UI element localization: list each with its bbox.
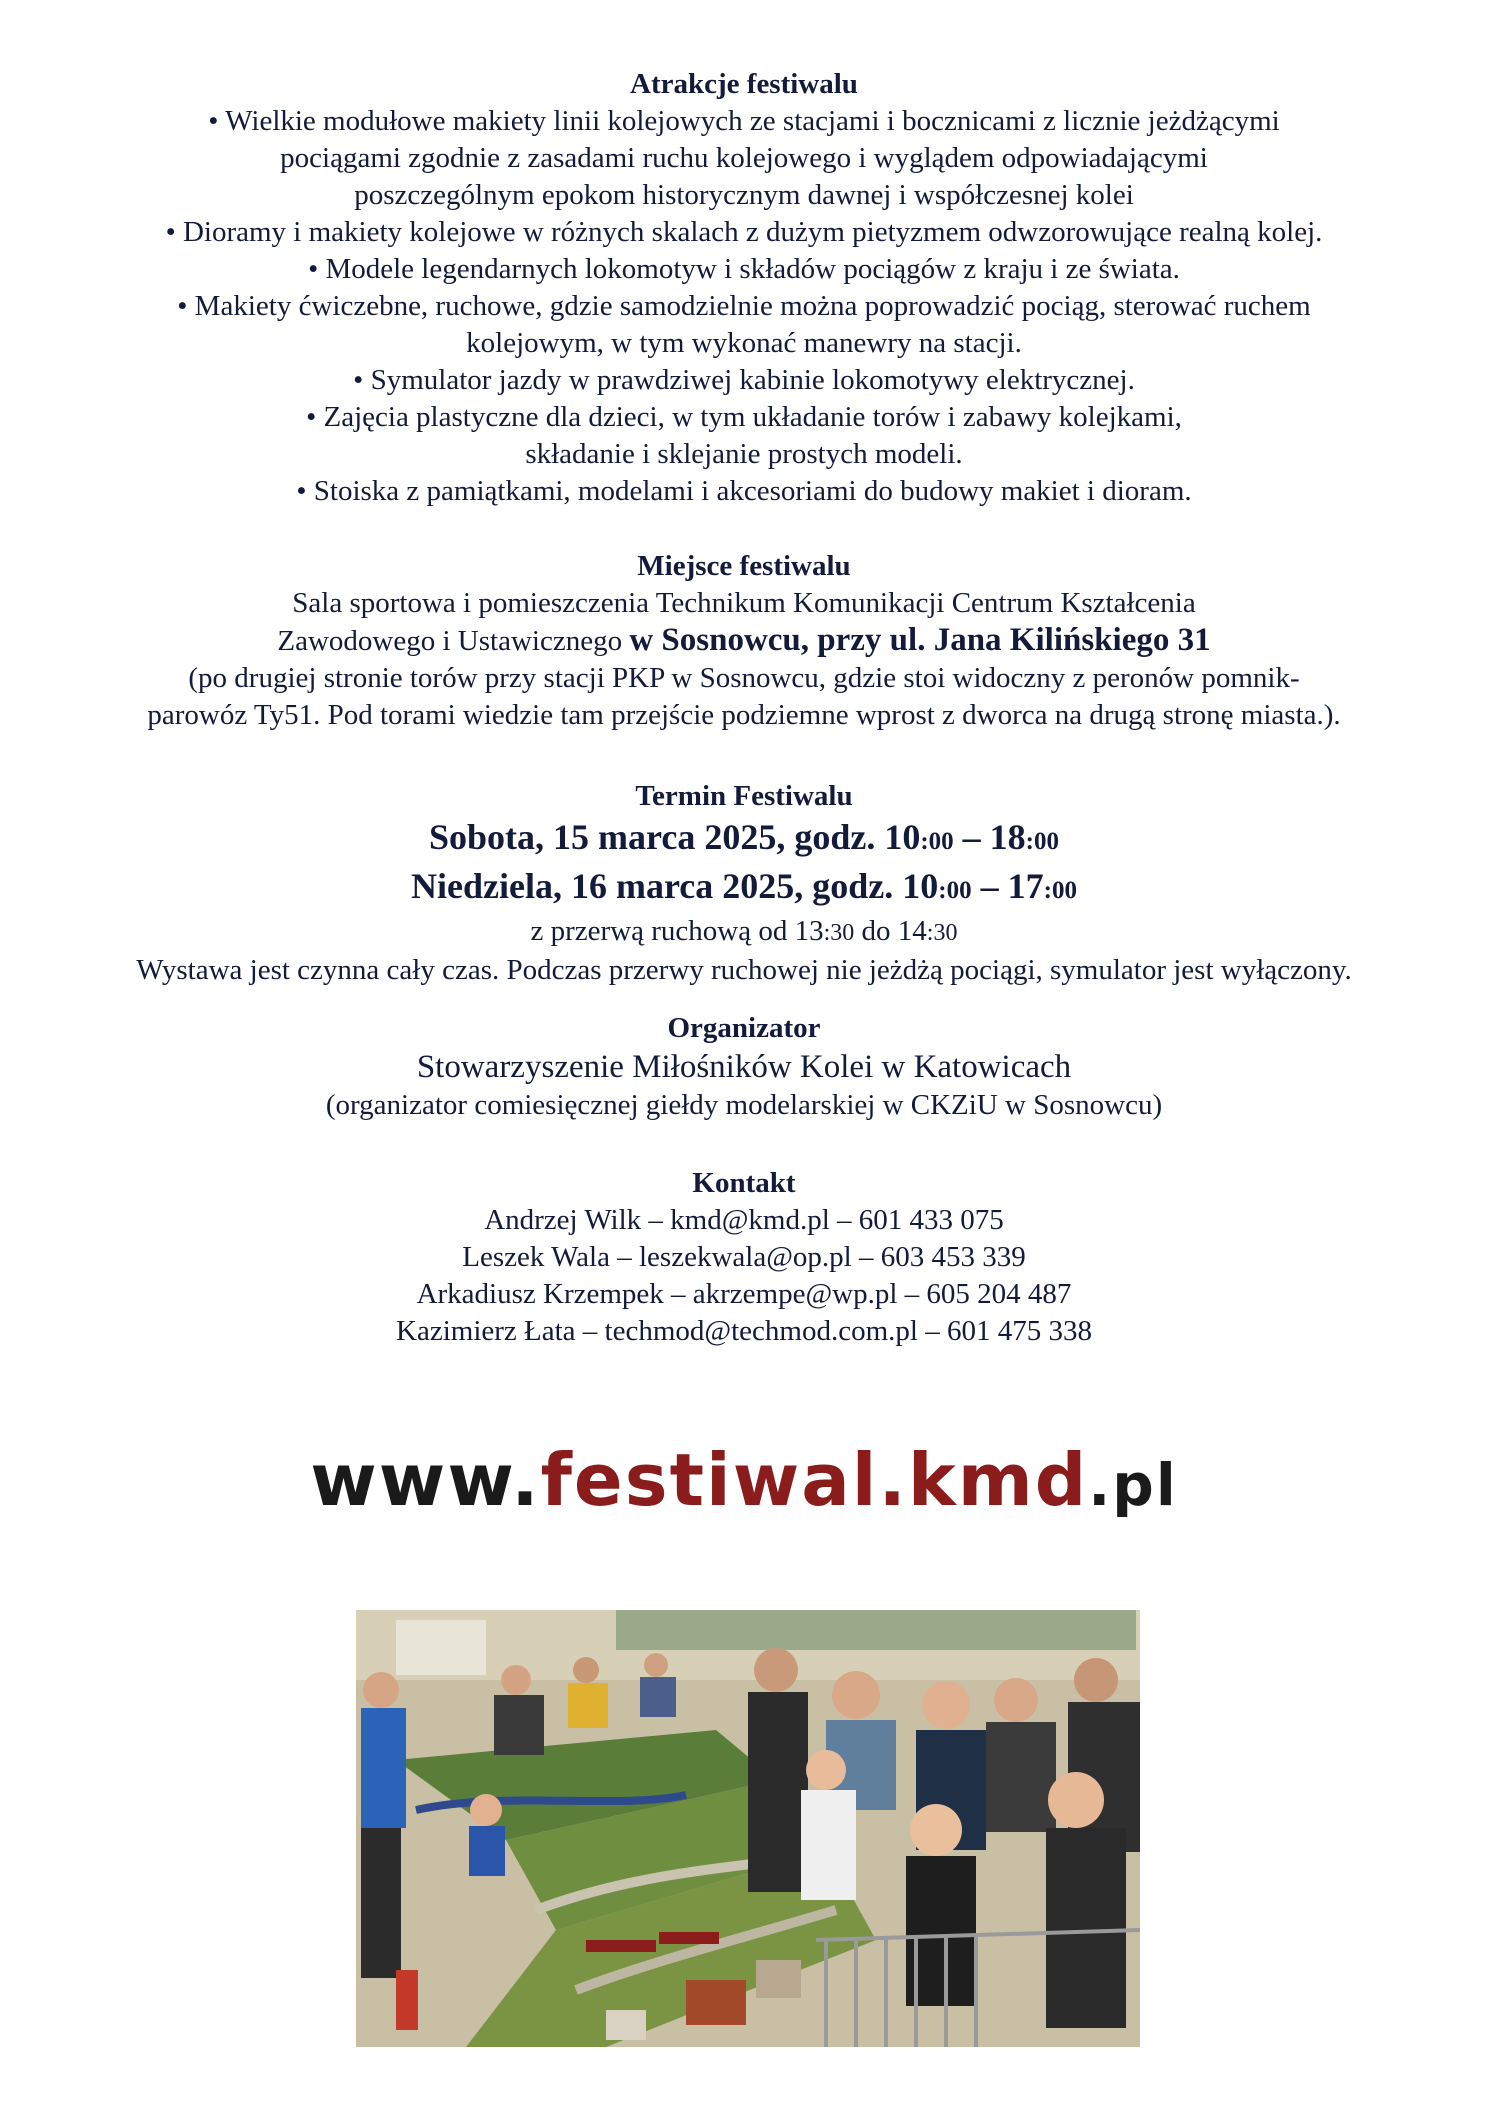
attractions-line: • Dioramy i makiety kolejowe w różnych skalach z dużym pietyzmem odwzorowujące realną kolej. [165,216,1323,248]
attractions-line: • Zajęcia plastyczne dla dzieci, w tym układanie torów i zabawy kolejkami, [306,401,1182,433]
sunday-date [0,864,1488,913]
dates-note: Wystawa jest czynna cały czas. Podczas przerwy ruchowej nie jeżdżą pociągi, symulator jest wyłączony. [136,954,1352,986]
contact-title: Kontakt [692,1167,796,1199]
place-address-line [0,622,1488,660]
saturday-end-min: :00 [1025,828,1059,855]
website-tld: .pl [1088,1451,1178,1519]
dates-title: Termin Festiwalu [635,780,853,812]
place-line: (po drugiej stronie torów przy stacji PKP w Sosnowcu, gdzie stoi widoczny z peronów pomnik- [188,662,1300,694]
saturday-dash: – 18 [953,817,1026,857]
place-address: w Sosnowcu, przy ul. Jana Kilińskiego 31 [629,622,1211,658]
break-prefix: z przerwą ruchową od 13 [530,915,824,947]
sunday-dash: – 17 [971,866,1044,906]
attractions-section [0,66,1488,510]
break-m1: :30 [823,920,855,946]
festival-photo [356,1610,1140,2047]
place-line-plain: Zawodowego i Ustawicznego [277,625,630,657]
contact-person: Arkadiusz Krzempek – akrzempe@wp.pl – 605 204 487 [416,1278,1072,1310]
saturday-date [0,815,1488,864]
organizer-section [0,1010,1488,1124]
attractions-line: • Makiety ćwiczebne, ruchowe, gdzie samodzielnie można poprowadzić pociąg, sterować ruchem [177,290,1311,322]
saturday-prefix: Sobota, 15 marca 2025, godz. 10 [429,817,921,857]
website-url[interactable] [0,1435,1488,1530]
festival-photo-illustration [356,1610,1140,2047]
organizer-note: (organizator comiesięcznej giełdy modelarskiej w CKZiU w Sosnowcu) [325,1089,1163,1121]
sunday-end-min: :00 [1043,877,1077,904]
place-line: Sala sportowa i pomieszczenia Technikum Komunikacji Centrum Kształcenia [292,587,1196,619]
attractions-line: • Symulator jazdy w prawdziwej kabinie lokomotywy elektrycznej. [353,364,1135,396]
contact-person: Andrzej Wilk – kmd@kmd.pl – 601 433 075 [484,1204,1004,1236]
attractions-title: Atrakcje festiwalu [630,68,858,100]
place-title: Miejsce festiwalu [637,550,851,582]
place-line: parowóz Ty51. Pod torami wiedzie tam przejście podziemne wprost z dworca na drugą stronę miasta.). [147,699,1341,731]
organizer-title: Organizator [667,1012,821,1044]
saturday-start-min: :00 [920,828,954,855]
contact-person: Kazimierz Łata – techmod@techmod.com.pl – 601 475 338 [396,1315,1092,1347]
place-section [0,548,1488,734]
dates-section [0,778,1488,989]
website-main: festiwal.kmd [540,1438,1089,1522]
attractions-line: • Modele legendarnych lokomotyw i składów pociągów z kraju i ze świata. [308,253,1180,285]
attractions-line: poszczególnym epokom historycznym dawnej i współczesnej kolei [354,179,1134,211]
attractions-line: składanie i sklejanie prostych modeli. [525,438,963,470]
attractions-line: • Stoiska z pamiątkami, modelami i akcesoriami do budowy makiet i dioram. [296,475,1192,507]
break-line [0,913,1488,952]
contact-person: Leszek Wala – leszekwala@op.pl – 603 453 339 [462,1241,1026,1273]
website-prefix: www. [310,1438,541,1522]
sunday-prefix: Niedziela, 16 marca 2025, godz. 10 [411,866,939,906]
break-mid: do 14 [854,915,927,947]
attractions-line: • Wielkie modułowe makiety linii kolejowych ze stacjami i bocznicami z licznie jeżdżącymi [208,105,1280,137]
break-m2: :30 [926,920,958,946]
attractions-line: kolejowym, w tym wykonać manewry na stacji. [466,327,1022,359]
attractions-line: pociągami zgodnie z zasadami ruchu kolejowego i wyglądem odpowiadającymi [280,142,1208,174]
contact-section [0,1165,1488,1350]
sunday-start-min: :00 [938,877,972,904]
organizer-name: Stowarzyszenie Miłośników Kolei w Katowicach [416,1049,1072,1085]
